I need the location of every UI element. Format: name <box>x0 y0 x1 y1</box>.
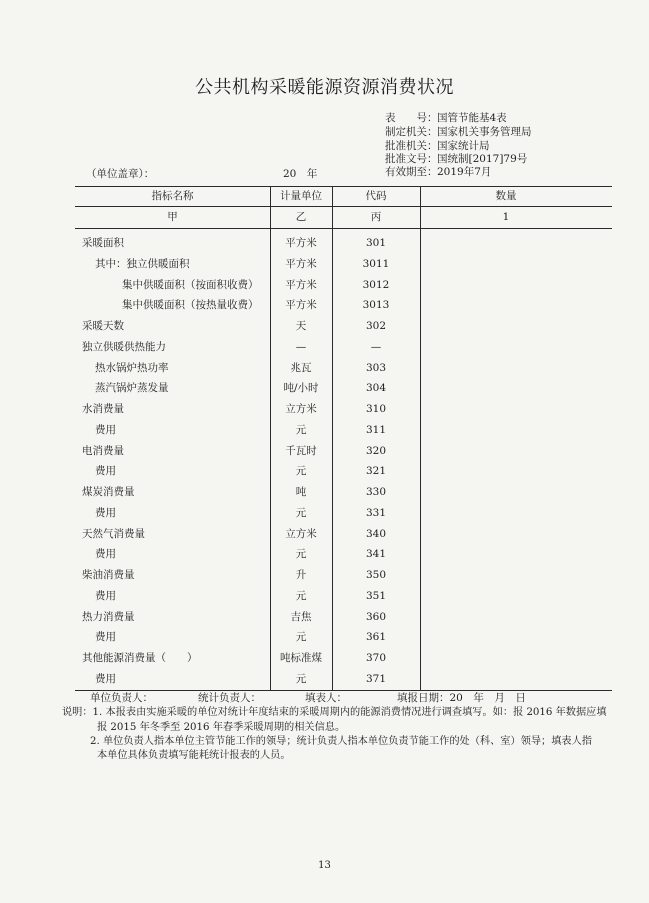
form-title: 公共机构采暖能源资源消费状况 <box>195 77 454 98</box>
unit-cell: 天 <box>295 320 307 333</box>
header-unit: 计量单位 <box>280 190 322 202</box>
note-line: 本单位具体负责填写能耗统计报表的人员。 <box>97 750 291 761</box>
issuing-authority-label: 制定机关： <box>385 126 438 138</box>
code-cell: 301 <box>365 237 387 249</box>
table-row <box>0 565 649 586</box>
table-row <box>0 254 649 275</box>
table-row <box>0 420 649 441</box>
indicator-name-cell: 水消费量 <box>82 403 124 416</box>
issuing-authority-value: 国家机关事务管理局 <box>437 126 532 138</box>
form-number-label: 表 号： <box>385 112 438 124</box>
indicator-name-cell: 其他能源消费量（ ） <box>82 652 198 665</box>
year-label: 20 年 <box>283 168 318 180</box>
unit-cell: 平方米 <box>285 237 317 249</box>
table-row <box>0 648 649 669</box>
indicator-name-cell: 热力消费量 <box>82 610 135 623</box>
valid-until-label: 有效期至： <box>385 166 438 178</box>
approving-authority-line <box>385 140 490 153</box>
header-indicator-name: 指标名称 <box>151 190 194 202</box>
table-body <box>0 233 649 690</box>
indicator-name-cell: 热水锅炉热功率 <box>95 361 169 374</box>
indicator-name-cell: 柴油消费量 <box>82 569 135 582</box>
code-cell: 302 <box>365 320 387 333</box>
indicator-name-cell: 电消费量 <box>82 444 124 457</box>
code-cell: 331 <box>365 506 387 519</box>
table-row <box>0 607 649 628</box>
code-cell: 341 <box>365 548 387 561</box>
table-row <box>0 669 649 690</box>
table-code-row-rule <box>75 228 612 229</box>
indicator-name-cell: 采暖面积 <box>82 237 124 249</box>
unit-cell: 平方米 <box>285 257 317 270</box>
filler-label: 填表人： <box>305 692 347 704</box>
unit-cell: 元 <box>295 631 307 644</box>
code-cell: 304 <box>365 382 387 395</box>
indicator-name-cell: 费用 <box>95 548 116 561</box>
indicator-name-cell: 采暖天数 <box>82 320 124 333</box>
unit-cell: 吨 <box>295 486 307 499</box>
indicator-name-cell: 集中供暖面积（按热量收费） <box>122 299 259 312</box>
column-code-unit: 乙 <box>295 211 307 223</box>
valid-until-value: 2019年7月 <box>437 166 492 178</box>
code-cell: 330 <box>365 486 387 499</box>
column-code-code: 丙 <box>370 211 382 223</box>
table-row <box>0 586 649 607</box>
page-number: 13 <box>318 860 331 871</box>
note-line: 报 2015 年冬季至 2016 年春季采暖周期的相关信息。 <box>97 722 346 733</box>
unit-head-label: 单位负责人： <box>90 692 153 704</box>
table-row <box>0 627 649 648</box>
indicator-name-cell: 费用 <box>95 423 116 436</box>
valid-until-line <box>385 166 491 179</box>
unit-cell: 吨/小时 <box>283 382 319 395</box>
column-code-quantity: 1 <box>502 211 510 223</box>
unit-cell: — <box>295 340 307 353</box>
indicator-name-cell: 其中：独立供暖面积 <box>95 257 190 270</box>
table-row <box>0 482 649 503</box>
unit-cell: 元 <box>295 672 307 685</box>
header-code: 代码 <box>365 190 387 202</box>
unit-cell: 元 <box>295 548 307 561</box>
code-cell: 361 <box>365 631 387 644</box>
indicator-name-cell: 费用 <box>95 672 116 685</box>
code-cell: 311 <box>365 423 387 436</box>
code-cell: 360 <box>365 610 387 623</box>
unit-cell: 立方米 <box>285 403 317 416</box>
indicator-name-cell: 费用 <box>95 631 116 644</box>
unit-cell: 千瓦时 <box>285 444 317 457</box>
code-cell: 321 <box>365 465 387 478</box>
unit-cell: 元 <box>295 506 307 519</box>
note-line: 2. 单位负责人指本单位主管节能工作的领导；统计负责人指本单位负责节能工作的处（科、室）领导；填表人指 <box>90 736 592 747</box>
unit-cell: 立方米 <box>285 527 317 540</box>
approving-authority-value: 国家统计局 <box>437 140 490 152</box>
code-cell: 320 <box>365 444 387 457</box>
table-row <box>0 275 649 296</box>
table-row <box>0 295 649 316</box>
code-cell: 3011 <box>362 257 390 270</box>
indicator-name-cell: 蒸汽锅炉蒸发量 <box>95 382 169 395</box>
code-cell: 351 <box>365 589 387 602</box>
table-row <box>0 358 649 379</box>
table-row <box>0 524 649 545</box>
code-cell: — <box>370 340 382 353</box>
stat-head-label: 统计负责人： <box>198 692 261 704</box>
issuing-authority-line <box>385 126 532 139</box>
table-row <box>0 503 649 524</box>
table-bottom-rule <box>75 690 612 691</box>
seal-label: （单位盖章）： <box>86 168 155 180</box>
unit-cell: 元 <box>295 589 307 602</box>
code-cell: 340 <box>365 527 387 540</box>
indicator-name-cell: 集中供暖面积（按面积收费） <box>122 278 259 291</box>
code-cell: 303 <box>365 361 387 374</box>
fill-date-label: 填报日期：20 年 月 日 <box>397 692 526 704</box>
code-cell: 3013 <box>362 299 390 312</box>
code-cell: 310 <box>365 403 387 416</box>
unit-cell: 平方米 <box>285 278 317 291</box>
code-cell: 350 <box>365 569 387 582</box>
approval-number-label: 批准文号： <box>385 153 438 165</box>
unit-cell: 元 <box>295 465 307 478</box>
note-line: 说明：1. 本报表由实施采暖的单位对统计年度结束的采暖周期内的能源消费情况进行调查填写。如：报 2016 年数据应填 <box>62 707 607 718</box>
unit-cell: 升 <box>295 569 307 582</box>
table-row <box>0 316 649 337</box>
unit-cell: 吨标准煤 <box>280 652 322 665</box>
approval-number-value: 国统制[2017]79号 <box>437 153 528 165</box>
indicator-name-cell: 费用 <box>95 465 116 478</box>
table-row <box>0 233 649 254</box>
column-code-name: 甲 <box>167 211 178 223</box>
approving-authority-label: 批准机关： <box>385 140 438 152</box>
table-row <box>0 378 649 399</box>
approval-number-line <box>385 153 527 166</box>
indicator-name-cell: 费用 <box>95 589 116 602</box>
table-row <box>0 461 649 482</box>
indicator-name-cell: 费用 <box>95 506 116 519</box>
table-row <box>0 337 649 358</box>
table-row <box>0 544 649 565</box>
code-cell: 370 <box>365 652 387 665</box>
header-quantity: 数量 <box>495 190 517 202</box>
indicator-name-cell: 独立供暖供热能力 <box>82 340 166 353</box>
unit-cell: 元 <box>295 423 307 436</box>
unit-cell: 平方米 <box>285 299 317 312</box>
unit-cell: 兆瓦 <box>290 361 312 374</box>
indicator-name-cell: 煤炭消费量 <box>82 486 135 499</box>
code-cell: 3012 <box>362 278 390 291</box>
code-cell: 371 <box>365 672 387 685</box>
table-row <box>0 399 649 420</box>
form-number-value: 国管节能基4表 <box>437 112 507 124</box>
indicator-name-cell: 天然气消费量 <box>82 527 145 540</box>
form-number-line <box>385 112 507 125</box>
unit-cell: 吉焦 <box>290 610 312 623</box>
table-row <box>0 441 649 462</box>
